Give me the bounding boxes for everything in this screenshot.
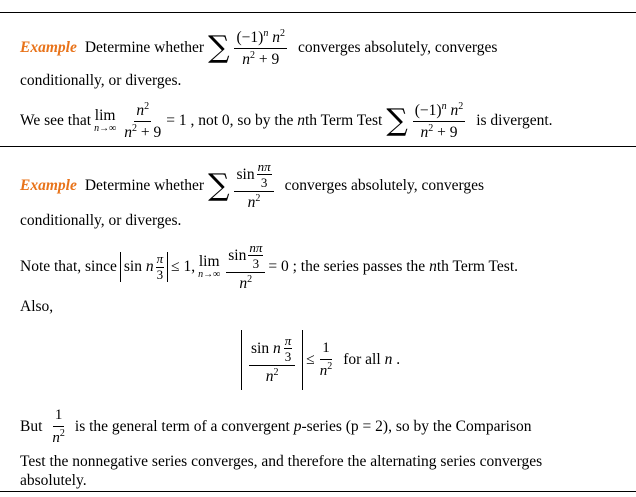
example2-statement: Example Determine whether ∑ sin $\frac{n\pi}{3}$ $n^2$ converges absolutely, converges (20, 158, 485, 212)
sin-series-fraction: sin $\frac{n\pi}{3}$ $n^2$ (234, 160, 273, 212)
limit-operator-2: lim n→∞ (198, 252, 221, 281)
bottom-rule (0, 491, 636, 492)
divider-rule (0, 146, 636, 147)
sigma-symbol: ∑ (208, 30, 230, 65)
example2-note: Note that, since sin n $\frac{\pi}{3}$ ≤ 1, lim n→∞ sin $\frac{n\pi}{3}$ $n^2$ = 0 ; the series passes the n th Term Test. (20, 239, 519, 293)
series-fraction: $\frac{(-1)^n n^2}{n^2 + 9}$ (236, 27, 285, 68)
conclusion-line2: absolutely. (20, 472, 87, 489)
example1-line2: conditionally, or diverges. (20, 72, 182, 89)
top-rule (0, 12, 636, 13)
abs-sin: sin n $\frac{\pi}{3}$ (120, 252, 168, 282)
abs-fraction: sin n $\frac{\pi}{3}$ $n^2$ (241, 330, 303, 390)
limit-fraction: $\frac{n^2}{n^2 + 9}$ (124, 100, 162, 141)
but-statement: But $\frac{1}{n^2}$ is the general term of a convergent p -series (p = 2) , so by the Comparison (20, 407, 532, 446)
sigma-symbol-2: ∑ (386, 103, 408, 138)
example2-line2: conditionally, or diverges. (20, 212, 182, 229)
limit-sin-fraction: sin $\frac{n\pi}{3}$ $n^2$ (226, 241, 265, 293)
example1-reasoning: We see that lim n→∞ $\frac{n^2}{n^2 + 9}$ = 1 , not 0, so by the n th Term Test ∑ $\frac{(-1)^n n^2}{n^2 + 9}$ is divergent. (20, 100, 553, 141)
inequality: sin n $\frac{\pi}{3}$ $n^2$ ≤ $\frac{1}{n^2}$ for all n . (238, 320, 400, 400)
example2-label: Example (20, 177, 77, 194)
series-fraction-2: $\frac{(-1)^n n^2}{n^2 + 9}$ (414, 100, 464, 141)
example1-statement: Example Determine whether ∑ $\frac{(-1)^n n^2}{n^2 + 9}$ converges absolutely, converges (20, 27, 498, 68)
conclusion-line1: Test the nonnegative series converges, and therefore the alternating series converges (20, 453, 543, 470)
example1-label: Example (20, 39, 77, 56)
sigma-symbol-3: ∑ (208, 168, 230, 203)
also-text: Also, (20, 298, 54, 315)
limit-operator: lim n→∞ (94, 106, 117, 135)
